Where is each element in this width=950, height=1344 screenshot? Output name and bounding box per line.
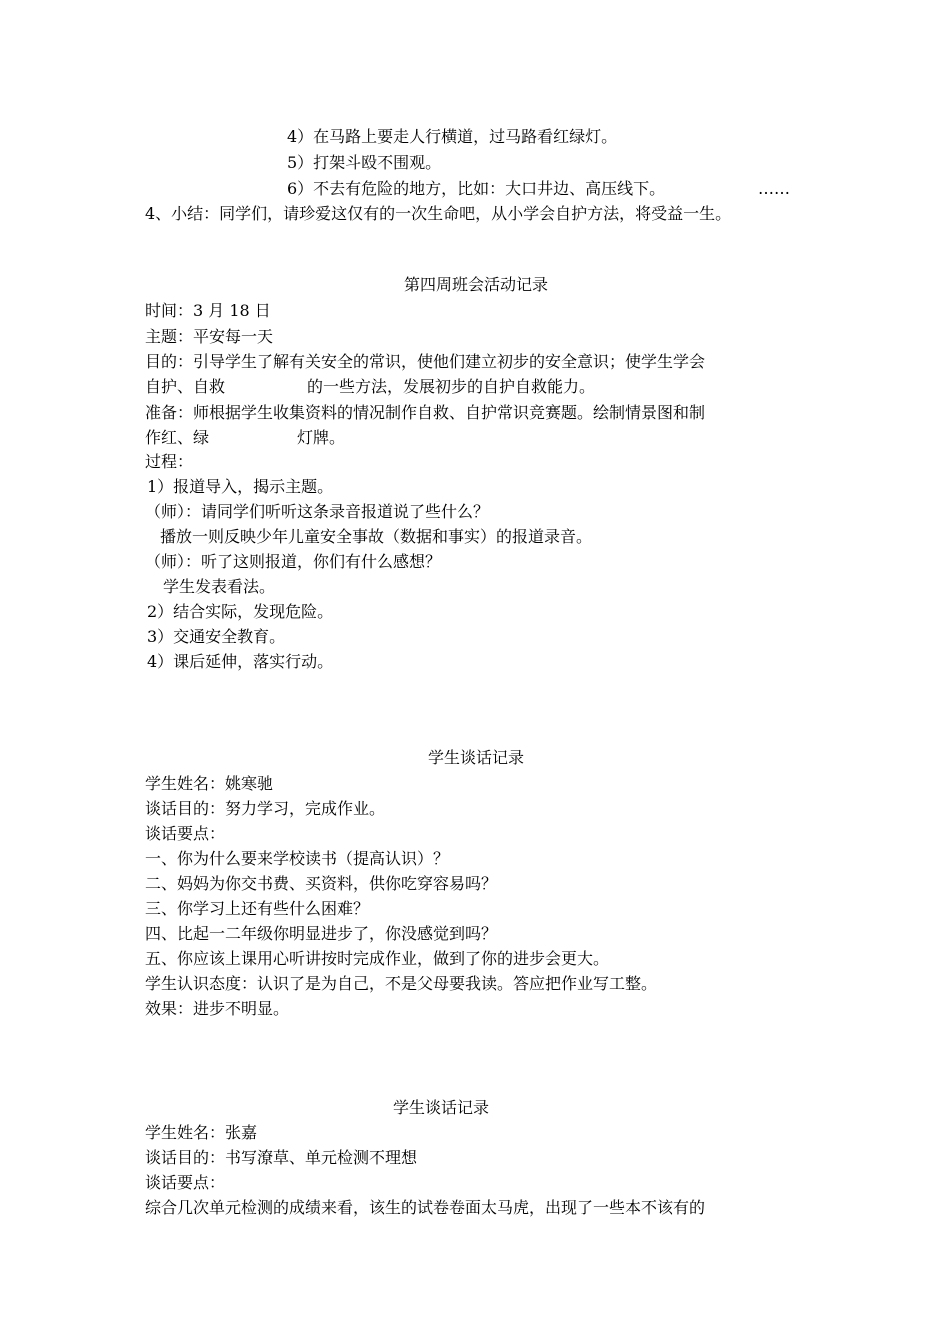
safety-item-6-ellipsis: ……: [758, 179, 790, 198]
meeting-step: 学生发表看法。: [163, 577, 276, 596]
talk-1-purpose: 谈话目的：努力学习，完成作业。: [145, 799, 386, 818]
talk-1-effect: 效果：进步不明显。: [145, 999, 290, 1018]
meeting-prep-line-2b: 灯牌。: [297, 428, 346, 447]
meeting-process-label: 过程：: [145, 452, 194, 471]
class-meeting-title: 第四周班会活动记录: [403, 275, 548, 294]
meeting-prep-line-2a: 作红、绿: [145, 428, 210, 447]
meeting-step: 1）报道导入，揭示主题。: [147, 477, 334, 496]
talk-1-student: 学生姓名：姚寒驰: [145, 774, 274, 793]
meeting-prep-line-1: 准备：师根据学生收集资料的情况制作自救、自护常识竞赛题。绘制情景图和制: [145, 403, 706, 422]
meeting-time: 时间：3 月 18 日: [145, 301, 271, 320]
meeting-step: 2）结合实际，发现危险。: [147, 602, 334, 621]
talk-1-point: 三、你学习上还有些什么困难？: [145, 899, 370, 918]
talk-1-point: 五、你应该上课用心听讲按时完成作业，做到了你的进步会更大。: [145, 949, 610, 968]
meeting-step: 4）课后延伸，落实行动。: [147, 652, 334, 671]
talk-2-student: 学生姓名：张嘉: [145, 1123, 258, 1142]
talk-1-attitude: 学生认识态度：认识了是为自己，不是父母要我读。答应把作业写工整。: [145, 974, 658, 993]
talk-1-point: 四、比起一二年级你明显进步了，你没感觉到吗？: [145, 924, 498, 943]
meeting-step: （师）：听了这则报道，你们有什么感想？: [145, 552, 442, 571]
talk-1-point: 二、妈妈为你交书费、买资料，供你吃穿容易吗？: [145, 874, 498, 893]
talk-2-body-line-1: 综合几次单元检测的成绩来看，该生的试卷卷面太马虎，出现了一些本不该有的: [145, 1198, 706, 1217]
meeting-goal-line-2b: 的一些方法，发展初步的自护自救能力。: [307, 377, 596, 396]
meeting-goal-line-2a: 自护、自救: [145, 377, 226, 396]
talk-record-1-title: 学生谈话记录: [427, 748, 524, 767]
meeting-theme: 主题：平安每一天: [145, 327, 274, 346]
meeting-step: 3）交通安全教育。: [147, 627, 286, 646]
talk-1-points-label: 谈话要点：: [145, 824, 226, 843]
meeting-step: （师）：请同学们听听这条录音报道说了些什么？: [145, 502, 490, 521]
safety-item-5: 5）打架斗殴不围观。: [287, 153, 442, 172]
safety-item-6: 6）不去有危险的地方，比如：大口井边、高压线下。: [287, 179, 666, 198]
talk-record-2-title: 学生谈话记录: [392, 1098, 489, 1117]
talk-2-points-label: 谈话要点：: [145, 1173, 226, 1192]
summary-line: 4、小结：同学们，请珍爱这仅有的一次生命吧，从小学会自护方法，将受益一生。: [145, 204, 732, 223]
talk-1-point: 一、你为什么要来学校读书（提高认识）？: [145, 849, 450, 868]
meeting-goal-line-1: 目的：引导学生了解有关安全的常识，使他们建立初步的安全意识；使学生学会: [145, 352, 706, 371]
meeting-step: 播放一则反映少年儿童安全事故（数据和事实）的报道录音。: [160, 527, 593, 546]
safety-item-4: 4）在马路上要走人行横道，过马路看红绿灯。: [287, 127, 618, 146]
talk-2-purpose: 谈话目的：书写潦草、单元检测不理想: [145, 1148, 418, 1167]
